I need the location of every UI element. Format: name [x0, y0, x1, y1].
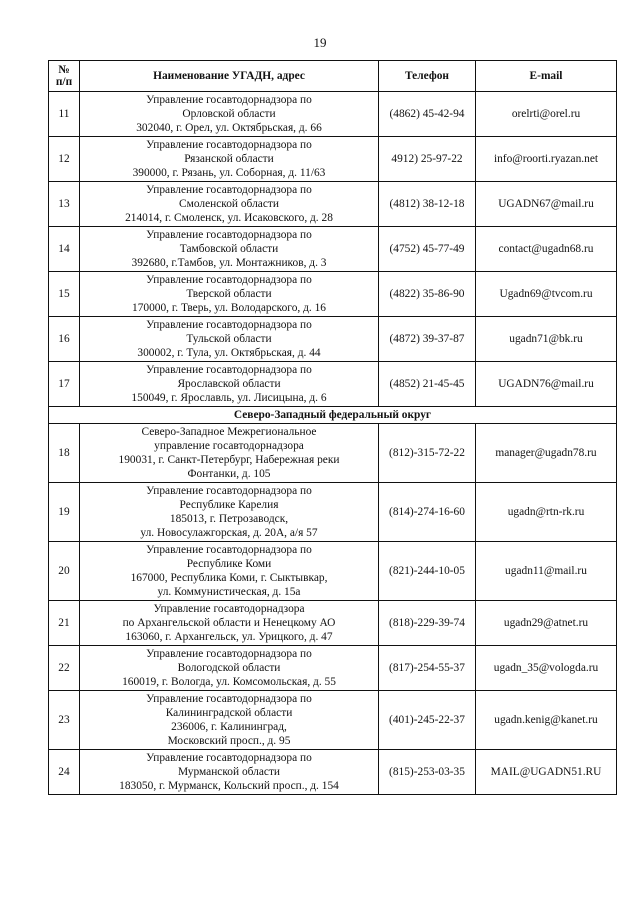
office-text-line: 183050, г. Мурманск, Кольский просп., д. 154: [119, 780, 339, 792]
header-row: [49, 61, 617, 92]
phone-number: (4752) 45-77-49: [379, 227, 476, 272]
office-text-line: 185013, г. Петрозаводск,: [169, 513, 289, 525]
table-row: [49, 362, 617, 407]
table-row: [49, 750, 617, 795]
email-address: contact@ugadn68.ru: [476, 227, 617, 272]
office-name-address: [80, 646, 379, 691]
office-text-line: 170000, г. Тверь, ул. Володарского, д. 16: [132, 302, 326, 314]
table-row: [49, 317, 617, 362]
phone-number: (814)-274-16-60: [379, 483, 476, 542]
office-name-address: [80, 691, 379, 750]
office-text-line: ул. Коммунистическая, д. 15а: [157, 586, 301, 598]
row-number: 15: [49, 272, 80, 317]
phone-number: (818)-229-39-74: [379, 601, 476, 646]
office-text-line: 214014, г. Смоленск, ул. Исаковского, д. 28: [125, 212, 333, 224]
office-text-line: Ярославской области: [177, 378, 281, 390]
office-name-address: [80, 362, 379, 407]
office-name-address: [80, 750, 379, 795]
email-address: ugadn71@bk.ru: [476, 317, 617, 362]
office-text-line: Вологодской области: [177, 662, 281, 674]
email-address: MAIL@UGADN51.RU: [476, 750, 617, 795]
office-text-line: 167000, Республика Коми, г. Сыктывкар,: [130, 572, 328, 584]
row-number: 12: [49, 137, 80, 182]
row-number: 11: [49, 92, 80, 137]
office-text-line: 150049, г. Ярославль, ул. Лисицына, д. 6: [131, 392, 327, 404]
row-number: 18: [49, 424, 80, 483]
office-text-line: Калининградской области: [165, 707, 293, 719]
table-row: [49, 542, 617, 601]
table-row: [49, 483, 617, 542]
office-text-line: Московский просп., д. 95: [167, 735, 291, 747]
table-row: [49, 691, 617, 750]
email-address: Ugadn69@tvcom.ru: [476, 272, 617, 317]
office-text-line: Тверской области: [186, 288, 272, 300]
email-address: ugadn11@mail.ru: [476, 542, 617, 601]
office-text-line: Управление госавтодорнадзора по: [146, 229, 312, 241]
phone-number: (815)-253-03-35: [379, 750, 476, 795]
email-address: ugadn_35@vologda.ru: [476, 646, 617, 691]
row-number: 16: [49, 317, 80, 362]
table-header: [49, 61, 617, 92]
office-name-address: [80, 601, 379, 646]
office-text-line: 302040, г. Орел, ул. Октябрьская, д. 66: [136, 122, 322, 134]
header-name: Наименование УГАДН, адрес: [80, 61, 379, 92]
table-row: [49, 227, 617, 272]
office-text-line: 236006, г. Калининград,: [171, 721, 287, 733]
office-text-line: 390000, г. Рязань, ул. Соборная, д. 11/63: [132, 167, 326, 179]
row-number: 13: [49, 182, 80, 227]
office-text-line: Управление госавтодорнадзора по: [146, 693, 312, 705]
section-northwest: [49, 407, 617, 424]
rows-central: [49, 92, 617, 407]
email-address: manager@ugadn78.ru: [476, 424, 617, 483]
row-number: 21: [49, 601, 80, 646]
office-text-line: Республике Коми: [186, 558, 272, 570]
office-name-address: [80, 272, 379, 317]
section-title: Северо-Западный федеральный округ: [49, 407, 617, 424]
office-text-line: 392680, г.Тамбов, ул. Монтажников, д. 3: [131, 257, 327, 269]
office-text-line: Управление госавтодорнадзора по: [146, 752, 312, 764]
header-email: E-mail: [476, 61, 617, 92]
rows-northwest: [49, 424, 617, 795]
office-text-line: Управление госавтодорнадзора по: [146, 184, 312, 196]
office-name-address: [80, 317, 379, 362]
office-text-line: Управление госавтодорнадзора по: [146, 648, 312, 660]
email-address: ugadn29@atnet.ru: [476, 601, 617, 646]
office-text-line: Тульской области: [186, 333, 272, 345]
office-name-address: [80, 424, 379, 483]
phone-number: (4812) 38-12-18: [379, 182, 476, 227]
office-text-line: ул. Новосулажгорская, д. 20А, а/я 57: [140, 527, 318, 539]
office-text-line: Орловской области: [182, 108, 276, 120]
office-text-line: Управление госавтодорнадзора по: [146, 544, 312, 556]
phone-number: 4912) 25-97-22: [379, 137, 476, 182]
email-address: orelrti@orel.ru: [476, 92, 617, 137]
office-text-line: Управление госавтодорнадзора: [153, 603, 305, 615]
office-text-line: Управление госавтодорнадзора по: [146, 485, 312, 497]
office-text-line: Тамбовской области: [179, 243, 279, 255]
row-number: 22: [49, 646, 80, 691]
office-name-address: [80, 542, 379, 601]
phone-number: (401)-245-22-37: [379, 691, 476, 750]
phone-number: (817)-254-55-37: [379, 646, 476, 691]
header-phone: Телефон: [379, 61, 476, 92]
office-text-line: Смоленской области: [179, 198, 279, 210]
row-number: 14: [49, 227, 80, 272]
office-text-line: Управление госавтодорнадзора по: [146, 94, 312, 106]
page-number: 19: [313, 35, 327, 50]
office-text-line: Управление госавтодорнадзора по: [146, 364, 312, 376]
office-text-line: управление госавтодорнадзора: [154, 440, 304, 452]
table-row: [49, 272, 617, 317]
table-row: [49, 601, 617, 646]
ugadn-table: [48, 60, 617, 795]
row-number: 24: [49, 750, 80, 795]
phone-number: (812)-315-72-22: [379, 424, 476, 483]
office-text-line: Управление госавтодорнадзора по: [146, 274, 312, 286]
office-name-address: [80, 227, 379, 272]
office-text-line: 160019, г. Вологда, ул. Комсомольская, д. 55: [122, 676, 336, 688]
office-text-line: Управление госавтодорнадзора по: [146, 319, 312, 331]
section-row: [49, 407, 617, 424]
row-number: 20: [49, 542, 80, 601]
email-address: ugadn@rtn-rk.ru: [476, 483, 617, 542]
header-num-symbol: №: [58, 64, 70, 76]
table-row: [49, 92, 617, 137]
office-text-line: Рязанской области: [184, 153, 274, 165]
office-text-line: 190031, г. Санкт-Петербург, Набережная реки: [118, 454, 340, 466]
office-name-address: [80, 92, 379, 137]
header-num: [49, 61, 80, 92]
office-text-line: 300002, г. Тула, ул. Октябрьская, д. 44: [137, 347, 321, 359]
phone-number: (4852) 21-45-45: [379, 362, 476, 407]
email-address: UGADN67@mail.ru: [476, 182, 617, 227]
office-text-line: Республике Карелия: [179, 499, 279, 511]
office-text-line: 163060, г. Архангельск, ул. Урицкого, д. 47: [125, 631, 333, 643]
office-text-line: Фонтанки, д. 105: [187, 468, 271, 480]
table-row: [49, 182, 617, 227]
office-name-address: [80, 137, 379, 182]
phone-number: (4822) 35-86-90: [379, 272, 476, 317]
email-address: info@roorti.ryazan.net: [476, 137, 617, 182]
office-text-line: Северо-Западное Межрегиональное: [141, 426, 317, 438]
office-text-line: Управление госавтодорнадзора по: [146, 139, 312, 151]
row-number: 23: [49, 691, 80, 750]
phone-number: (4872) 39-37-87: [379, 317, 476, 362]
office-name-address: [80, 182, 379, 227]
office-name-address: [80, 483, 379, 542]
table-row: [49, 424, 617, 483]
table-row: [49, 646, 617, 691]
email-address: UGADN76@mail.ru: [476, 362, 617, 407]
phone-number: (821)-244-10-05: [379, 542, 476, 601]
header-num-abbr: п/п: [55, 76, 73, 88]
email-address: ugadn.kenig@kanet.ru: [476, 691, 617, 750]
office-text-line: Мурманской области: [177, 766, 281, 778]
row-number: 19: [49, 483, 80, 542]
phone-number: (4862) 45-42-94: [379, 92, 476, 137]
row-number: 17: [49, 362, 80, 407]
office-text-line: по Архангельской области и Ненецкому АО: [122, 617, 336, 629]
table-row: [49, 137, 617, 182]
